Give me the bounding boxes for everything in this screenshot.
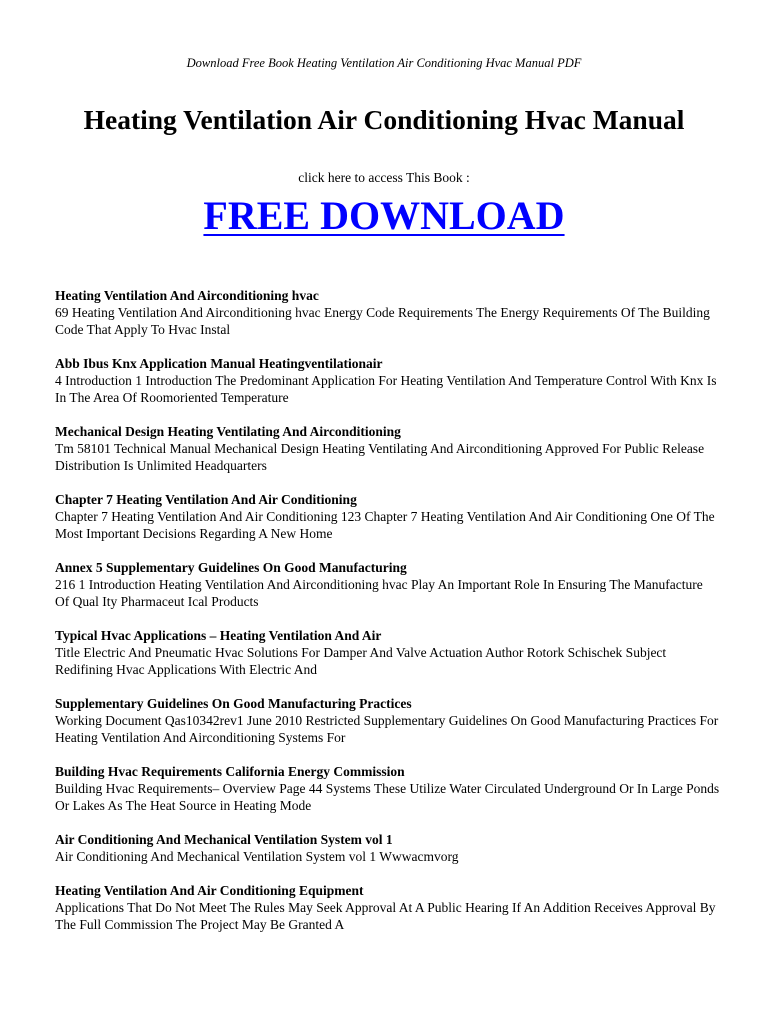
page-title: Heating Ventilation Air Conditioning Hvac Manual: [83, 104, 685, 135]
list-item: [55, 627, 720, 678]
list-item: [55, 763, 720, 814]
free-download-container: [0, 190, 768, 242]
free-download-link[interactable]: FREE DOWNLOAD: [203, 193, 565, 238]
entry-description: Air Conditioning And Mechanical Ventilation System vol 1 Wwwacmvorg: [55, 849, 459, 864]
entry-title: Abb Ibus Knx Application Manual Heatingventilationair: [55, 356, 383, 371]
running-header: Download Free Book Heating Ventilation Air Conditioning Hvac Manual PDF: [186, 56, 582, 70]
entry-list: [55, 287, 720, 950]
list-item: [55, 559, 720, 610]
access-note: click here to access This Book :: [298, 170, 470, 185]
entry-title: Air Conditioning And Mechanical Ventilation System vol 1: [55, 832, 393, 847]
list-item: [55, 423, 720, 474]
entry-title: Mechanical Design Heating Ventilating And Airconditioning: [55, 424, 401, 439]
entry-title: Annex 5 Supplementary Guidelines On Good Manufacturing: [55, 560, 407, 575]
entry-description: 69 Heating Ventilation And Airconditioning hvac Energy Code Requirements The Energy Requirements Of The Building Code That Apply To Hvac Instal: [55, 305, 710, 337]
entry-description: Working Document Qas10342rev1 June 2010 Restricted Supplementary Guidelines On Good Manufacturing Practices For Heating Ventilation And Airconditioning Systems For: [55, 713, 719, 745]
entry-description: Building Hvac Requirements– Overview Page 44 Systems These Utilize Water Circulated Underground Or In Large Ponds Or Lakes As The Heat Source in Heating Mode: [55, 781, 720, 813]
entry-description: Tm 58101 Technical Manual Mechanical Design Heating Ventilating And Airconditioning Approved For Public Release Distribution Is Unlimited Headquarters: [55, 441, 705, 473]
entry-title: Heating Ventilation And Airconditioning hvac: [55, 288, 319, 303]
entry-title: Typical Hvac Applications – Heating Ventilation And Air: [55, 628, 382, 643]
entry-description: 216 1 Introduction Heating Ventilation And Airconditioning hvac Play An Important Role In Ensuring The Manufacture Of Qual Ity Pharmaceut Ical Products: [55, 577, 703, 609]
entry-title: Heating Ventilation And Air Conditioning Equipment: [55, 883, 364, 898]
entry-description: Chapter 7 Heating Ventilation And Air Conditioning 123 Chapter 7 Heating Ventilation And Air Conditioning One Of The Most Important Decisions Regarding A New Home: [55, 509, 715, 541]
entry-title: Chapter 7 Heating Ventilation And Air Conditioning: [55, 492, 357, 507]
entry-title: Supplementary Guidelines On Good Manufacturing Practices: [55, 696, 412, 711]
list-item: [55, 491, 720, 542]
list-item: [55, 831, 720, 865]
entry-description: 4 Introduction 1 Introduction The Predominant Application For Heating Ventilation And Temperature Control With Knx Is In The Area Of Roomoriented Temperature: [55, 373, 717, 405]
entry-description: Title Electric And Pneumatic Hvac Solutions For Damper And Valve Actuation Author Rotork Schischek Subject Redifining Hvac Applications With Electric And: [55, 645, 667, 677]
list-item: [55, 882, 720, 933]
list-item: [55, 287, 720, 338]
list-item: [55, 695, 720, 746]
entry-title: Building Hvac Requirements California Energy Commission: [55, 764, 405, 779]
list-item: [55, 355, 720, 406]
entry-description: Applications That Do Not Meet The Rules May Seek Approval At A Public Hearing If An Addition Receives Approval By The Full Commission The Project May Be Granted A: [55, 900, 716, 932]
